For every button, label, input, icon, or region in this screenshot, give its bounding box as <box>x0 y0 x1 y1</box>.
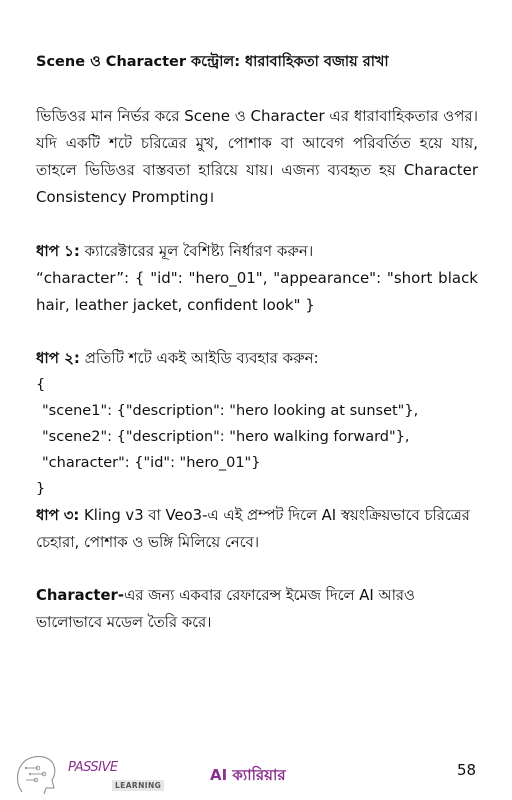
step-3-label: ধাপ ৩: <box>36 507 80 524</box>
code-line-character: "character": {"id": "hero_01"} <box>42 455 261 471</box>
brain-circuit-icon <box>12 752 60 796</box>
step-3-text: Kling v3 বা Veo3-এ এই প্রম্পট দিলে AI স্বয়ংক্রিয়ভাবে চরিত্রের চেহারা, পোশাক ও ভঙ্গি মিলিয়ে নেবে। <box>36 507 470 551</box>
closing-bold: Character- <box>36 587 124 604</box>
step-1-code: “character”: { "id": "hero_01", "appearance": "short black hair, leather jacket, confident look" } <box>36 269 478 314</box>
page-footer <box>0 748 512 800</box>
intro-paragraph: ভিডিওর মান নির্ভর করে Scene ও Character এর ধারাবাহিকতার ওপর। যদি একটি শটে চরিত্রের মুখ, পোশাক বা আবেগ পরিবর্তিত হয়ে যায়, তাহলে ভিডিওর বাস্তবতা হারিয়ে যায়। এজন্য ব্যবহৃত হয় Character Consistency Prompting। <box>36 107 478 206</box>
step-1 <box>36 238 478 319</box>
step-3 <box>36 502 478 556</box>
brand-badge: LEARNING <box>112 780 164 791</box>
page-number: 58 <box>457 761 477 779</box>
step-2-heading <box>36 345 478 372</box>
step-2 <box>36 345 478 502</box>
step-1-label: ধাপ ১: <box>36 242 80 260</box>
code-close-brace: } <box>36 481 46 497</box>
step-1-heading <box>36 238 478 265</box>
brand-name: PASSIVE <box>68 760 118 775</box>
closing-text: এর জন্য একবার রেফারেন্স ইমেজ দিলে AI আরও ভালোভাবে মডেল তৈরি করে। <box>36 587 415 631</box>
step-3-paragraph <box>36 502 478 556</box>
code-line-scene2: "scene2": {"description": "hero walking forward"}, <box>42 429 410 445</box>
footer-center-title: AI ক্যারিয়ার <box>210 766 286 784</box>
step-2-text: প্রতিটি শটে একই আইডি ব্যবহার করুন: <box>79 349 319 367</box>
code-line-scene1: "scene1": {"description": "hero looking at sunset"}, <box>42 403 419 419</box>
step-1-text: ক্যারেক্টারের মূল বৈশিষ্ট্য নির্ধারণ করুন। <box>79 242 314 260</box>
step-2-label: ধাপ ২: <box>36 349 80 367</box>
code-open-brace: { <box>36 377 46 393</box>
page-content <box>36 51 478 636</box>
closing-paragraph <box>36 582 478 636</box>
page-title: Scene ও Character কন্ট্রোল: ধারাবাহিকতা বজায় রাখা <box>36 54 389 70</box>
